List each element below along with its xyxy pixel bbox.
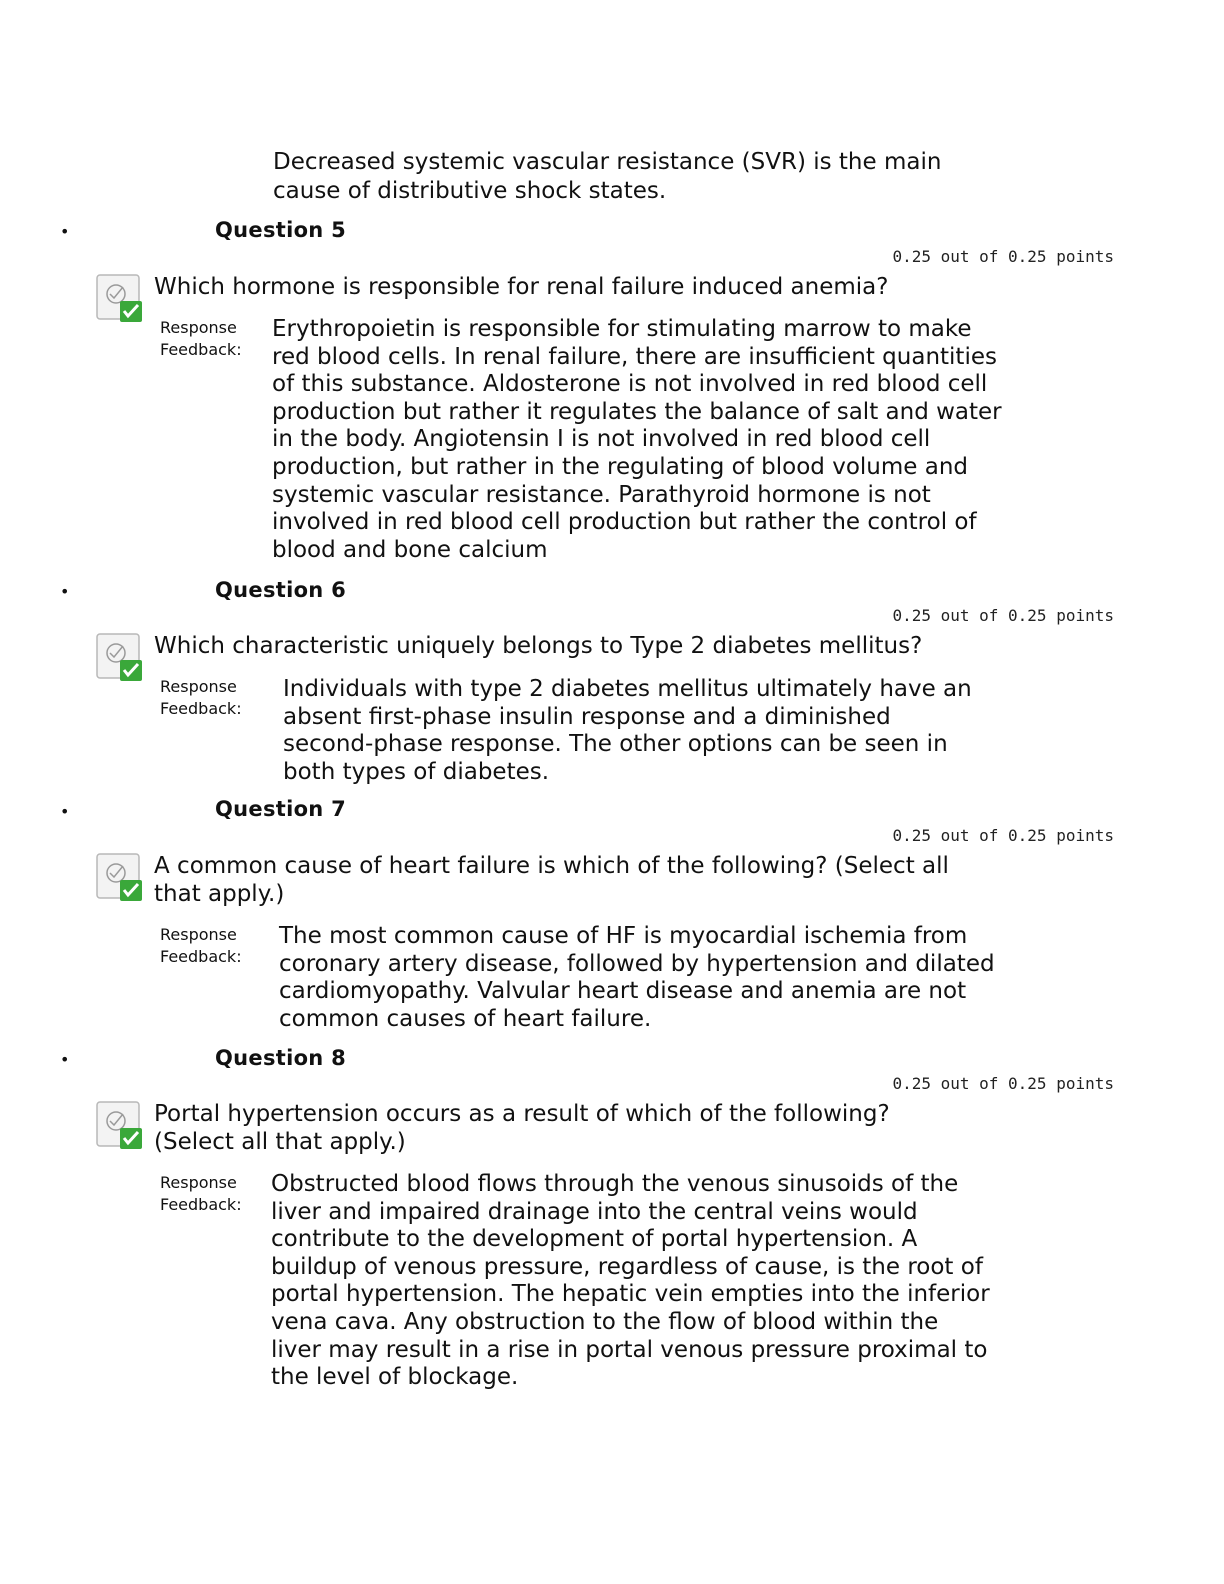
correct-answer-checkmark-icon	[96, 1101, 146, 1151]
question-6-feedback: Individuals with type 2 diabetes mellitus ultimately have an absent first-phase insulin response and a diminished second-phase response. The other options can be seen in both types of diabetes.	[283, 676, 972, 785]
question-8-text: Portal hypertension occurs as a result of which of the following? (Select all that apply.)	[154, 1101, 890, 1155]
question-6-text: Which characteristic uniquely belongs to Type 2 diabetes mellitus?	[154, 633, 923, 659]
bullet: •	[60, 1050, 70, 1069]
bullet: •	[60, 802, 70, 821]
question-5-points: 0.25 out of 0.25 points	[892, 247, 1114, 266]
question-6-title: Question 6	[215, 578, 347, 602]
question-7-title: Question 7	[215, 797, 347, 821]
bullet: •	[60, 222, 70, 241]
correct-answer-checkmark-icon	[96, 274, 146, 324]
response-feedback-label: Response Feedback:	[160, 925, 242, 966]
question-7-feedback: The most common cause of HF is myocardial ischemia from coronary artery disease, followed by hypertension and dilated cardiomyopathy. Valvular heart disease and anemia are not common causes of heart failure.	[279, 923, 995, 1032]
response-feedback-label: Response Feedback:	[160, 1173, 242, 1214]
previous-response-feedback: Decreased systemic vascular resistance (SVR) is the main cause of distributive shock states.	[273, 149, 942, 204]
correct-answer-checkmark-icon	[96, 633, 146, 683]
question-8-feedback: Obstructed blood flows through the venous sinusoids of the liver and impaired drainage into the central veins would contribute to the development of portal hypertension. A buildup of venous pressure, regardless of cause, is the root of portal hypertension. The hepatic vein empties into the inferior vena cava. Any obstruction to the flow of blood within the liver may result in a rise in portal venous pressure proximal to the level of blockage.	[271, 1171, 990, 1391]
question-7-text: A common cause of heart failure is which of the following? (Select all that apply.)	[154, 853, 949, 907]
correct-answer-checkmark-icon	[96, 853, 146, 903]
question-7-points: 0.25 out of 0.25 points	[892, 826, 1114, 845]
question-6-points: 0.25 out of 0.25 points	[892, 606, 1114, 625]
bullet: •	[60, 582, 70, 601]
question-5-text: Which hormone is responsible for renal failure induced anemia?	[154, 274, 889, 300]
question-5-title: Question 5	[215, 218, 347, 242]
question-8-title: Question 8	[215, 1046, 347, 1070]
response-feedback-label: Response Feedback:	[160, 318, 242, 359]
response-feedback-label: Response Feedback:	[160, 677, 242, 718]
question-8-points: 0.25 out of 0.25 points	[892, 1074, 1114, 1093]
question-5-feedback: Erythropoietin is responsible for stimulating marrow to make red blood cells. In renal failure, there are insufficient quantities of this substance. Aldosterone is not involved in red blood cell production but rather it regulates the balance of salt and water in the body. Angiotensin I is not involved in red blood cell production, but rather in the regulating of blood volume and systemic vascular resistance. Parathyroid hormone is not involved in red blood cell production but rather the control of blood and bone calcium	[272, 316, 1002, 563]
